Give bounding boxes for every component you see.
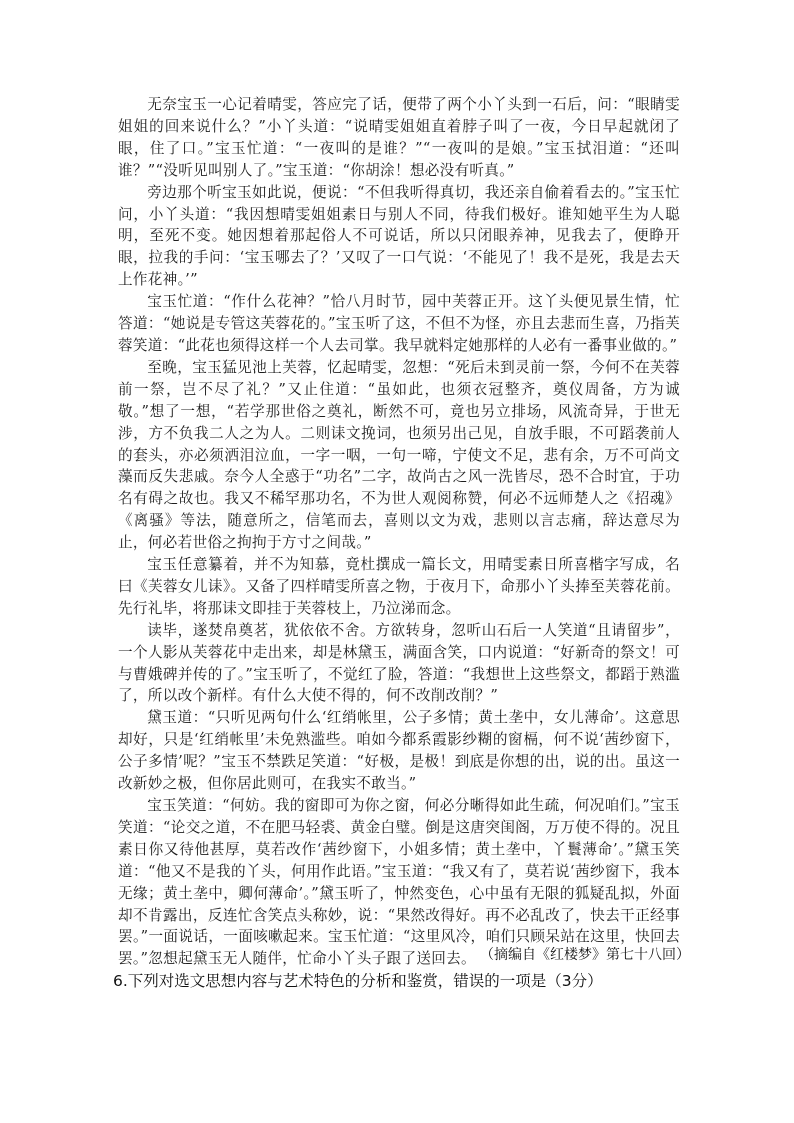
reading-passage [118,94,680,970]
passage-paragraph-1: 无奈宝玉一心记着晴雯，答应完了话，便带了两个小丫头到一石后，问：“眼睛雯姐姐的回来说什么？”小丫头道：“说晴雯姐姐直着脖子叫了一夜，今日早起就闭了眼，住了口。”宝玉忙道：“一夜叫的是谁？”“一夜叫的是娘。”宝玉拭泪道：“还叫谁？”“没听见叫别人了。”宝玉道：“你胡涂！想必没有听真。” [118,96,680,179]
question-6: 6.下列对选文思想内容与艺术特色的分析和鉴赏，错误的一项是（3分） [113,972,603,990]
passage-source: （摘编自《红楼梦》第七十八回） [480,947,690,963]
passage-paragraph-2: 旁边那个听宝玉如此说，便说：“不但我听得真切，我还亲自偷着看去的。”宝玉忙问，小丫头道：“我因想晴雯姐姐素日与别人不同，待我们极好。谁知她平生为人聪明，至死不变。她因想着那起俗人不可说话，所以只闭眼养神，见我去了，便睁开眼，拉我的手问：‘宝玉哪去了？’又叹了一口气说：‘不能见了！我不是死，我是去天上作花神。’” [118,183,680,289]
passage-paragraph-5: 宝玉任意纂着，并不为知慕，竟杜撰成一篇长文，用晴雯素日所喜楷字写成，名曰《芙蓉女儿诔》。又备了四样晴雯所喜之物，于夜月下，命那小丫头捧至芙蓉花前。先行礼毕，将那诔文即挂于芙蓉枝上，乃泣涕而念。 [118,556,680,617]
passage-paragraph-4: 至晚，宝玉猛见池上芙蓉，忆起晴雯，忽想：“死后未到灵前一祭，今何不在芙蓉前一祭，岂不尽了礼？”又止住道：“虽如此，也须衣冠整齐，奠仪周备，方为诚敬。”想了一想，“若学那世俗之奠礼，断然不可，竟也另立排场，风流奇异，于世无涉，方不负我二人之为人。二则诔文挽词，也须另出己见，自放手眼，不可蹈袭前人的套头，亦必须洒泪泣血，一字一咽，一句一啼，宁使文不足，悲有余，万不可尚文藻而反失悲戚。奈今人全惑于“功名”二字，故尚古之风一洗皆尽，恐不合时宜，于功名有碍之故也。我又不稀罕那功名，不为世人观阅称赞，何必不远师楚人之《招魂》《离骚》等法，随意所之，信笔而去，喜则以文为戏，悲则以言志痛，辞达意尽为止，何必若世俗之拘拘于方寸之间哉。” [118,358,680,552]
passage-paragraph-7: 黛玉道：“只听见两句什么‘红绡帐里，公子多情；黄土垄中，女儿薄命’。这意思却好，只是‘红绡帐里’未免熟滥些。咱如今都系霞影纱糊的窗槅，何不说‘茜纱窗下，公子多情’呢？”宝玉不禁跌足笑道：“好极，是极！到底是你想的出，说的出。虽这一改新妙之极，但你居此则可，在我实不敢当。” [118,709,680,793]
passage-paragraph-3: 宝玉忙道：“作什么花神？”恰八月时节，园中芙蓉正开。这丫头便见景生情，忙答道：“她说是专管这芙蓉花的。”宝玉听了这，不但不为怪，亦且去悲而生喜，乃指芙蓉笑道：“此花也须得这样一个人去司掌。我早就料定她那样的人必有一番事业做的。” [118,293,680,354]
passage-paragraph-6: 读毕，遂焚帛奠茗，犹依依不舍。方欲转身，忽听山石后一人笑道“且请留步”，一个人影从芙蓉花中走出来，却是林黛玉，满面含笑，口内说道：“好新奇的祭文！可与曹娥碑并传的了。”宝玉听了，不觉红了脸，答道：“我想世上这些祭文，都蹈于熟滥了，所以改个新样。有什么大使不得的，何不改削改削？” [118,621,680,705]
passage-paragraph-8: 宝玉笑道：“何妨。我的窗即可为你之窗，何必分晰得如此生疏，何况咱们。”宝玉笑道：“论交之道，不在肥马轻裘、黄金白璧。倒是这唐突闺阁，万万使不得的。况且素日你又待他甚厚，莫若改作‘茜纱窗下，小姐多情；黄土垄中，丫鬟薄命’。”黛玉笑道：“他又不是我的丫头，何用作此语。”宝玉道：“我又有了，莫若说‘茜纱窗下，我本无缘；黄土垄中，卿何薄命’。”黛玉听了，忡然变色，心中虽有无限的狐疑乱拟，外面却不肯露出，反连忙含笑点头称妙，说：“果然改得好。再不必乱改了，快去干正经事罢。”一面说话，一面咳嗽起来。宝玉忙道：“这里风冷，咱们只顾呆站在这里，快回去罢。”忽想起黛玉无人随伴，忙命小丫头子跟了送回去。 [118,797,680,968]
